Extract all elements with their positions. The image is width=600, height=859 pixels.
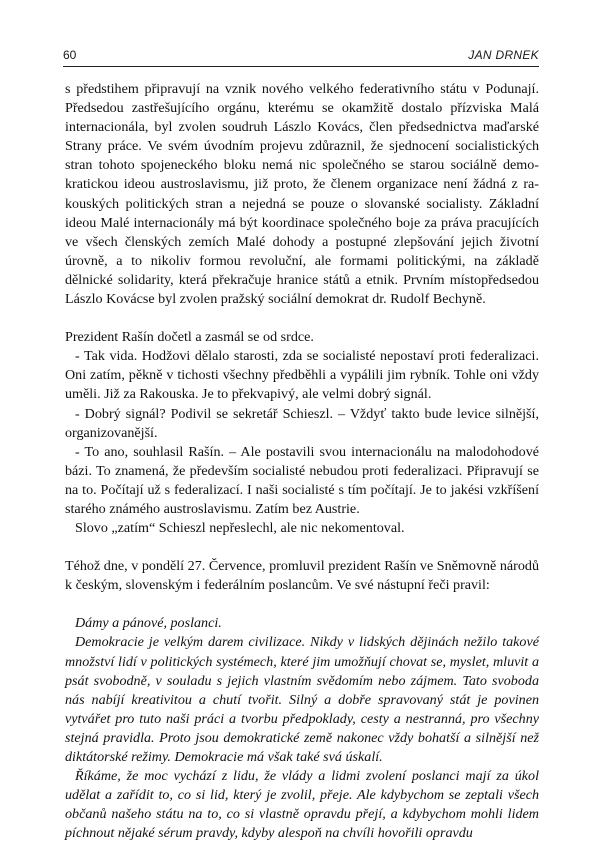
header-rule: [63, 66, 539, 67]
dialogue-1: - Tak vida. Hodžovi dělalo starosti, zda se socialisté nepostaví proti federalizaci. Oni zatím, pěkně v tichosti všechny předběhli a vypálili jim rybník. Tohle oni vždy uměli. Již za Rakouska. Je to překvapivý, ale velmi dobrý signál.: [65, 348, 539, 403]
paragraph-3: Slovo „zatím“ Schieszl nepřeslechl, ale nic nekomentoval.: [75, 520, 405, 537]
paragraph-gap: [65, 309, 539, 328]
dialogue-3: - To ano, souhlasil Rašín. – Ale postavili svou internacionálu na malodohodové bázi. To znamená, že především socialisté nebudou proti federalizaci. Připravují se na to. Počítají už s federalizací. I naši socialisté s tím počítají. Je to jakési vzkříšení starého známého austroslavismu. Zatím bez Austrie.: [65, 443, 539, 517]
running-head: JAN DRNEK: [468, 48, 539, 62]
paragraph-2: Prezident Rašín dočetl a zasmál se od srdce.: [65, 329, 314, 346]
page-number: 60: [63, 48, 77, 62]
speech-paragraph-1: Demokracie je velkým darem civilizace. Nikdy v lidských dějinách nežilo takové množství lidí v politických systémech, které jim umožňují chovat se, myslet, mluvit a psát svobodně, v souladu s jejich vlastním svědomím nebo zájmem. Tato svoboda nás nabíjí kreativitou a chutí tvořit. Silný a dobře spravovaný stát je povinen vytvářet pro tuto naši práci a tvorbu předpoklady, cesty a nestranná, pro všechny stejná pravidla. Proto jsou demokratické země nakonec vždy bohatší a silnější než diktátorské režimy. Demokracie má však také svá úskalí.: [65, 634, 539, 765]
speech-paragraph-2: Říkáme, že moc vychází z lidu, že vlády a lidmi zvolení poslanci mají za úkol udělat a zařídit to, co si lid, který je zvolil, přeje. Ale kdybychom se zeptali všech občanů našeho státu na to, co si vlastně opravdu přejí, a kdybychom mohli lidem píchnout nějaké sérum pravdy, kdyby alespoň na chvíli hovořili opravdu: [65, 768, 539, 842]
speech-salutation: Dámy a pánové, poslanci.: [75, 615, 222, 632]
page-body: [65, 80, 539, 843]
page-header: [63, 48, 539, 66]
paragraph-4: Téhož dne, v pondělí 27. Července, promluvil prezident Rašín ve Sněmovně národů k českým, slovenským i federálním poslancům. Ve své nástupní řeči pravil:: [65, 558, 539, 594]
paragraph-gap: [65, 595, 539, 614]
paragraph-gap: [65, 538, 539, 557]
dialogue-2: - Dobrý signál? Podivil se sekretář Schieszl. – Vždyť takto bude levice silnější, organizovanější.: [65, 405, 539, 441]
paragraph-1: s předstihem připravují na vznik nového velkého federativního státu v Podunají. Předsedou zastřešujícího orgánu, kterému se okamžitě dostalo přízviska Malá internacionála, byl zvolen soudruh Lászlo Kovács, člen předsednictva maďarské Strany práce. Ve svém úvodním projevu zdůraznil, že sjednocení socialistických stran tohoto spojeneckého bloku nemá nic společného se starou sociálně demokratickou ideou austroslavismu, již proto, že členem organizace není žádná z rakouských politických stran a nejedná se pouze o slovanské socialisty. Základní ideou Malé internacionály má být koordinace společného boje za práva pracujících ve všech členských zemích Malé dohody a postupné zlepšování jejich životní úrovně, a to nikoliv formou revoluční, ale formami politickými, na základě dělnické solidarity, která překračuje hranice států a etnik. Prvním místopředsedou Lászlo Kovácse byl zvolen pražský sociální demokrat dr. Rudolf Bechyně.: [65, 81, 539, 308]
